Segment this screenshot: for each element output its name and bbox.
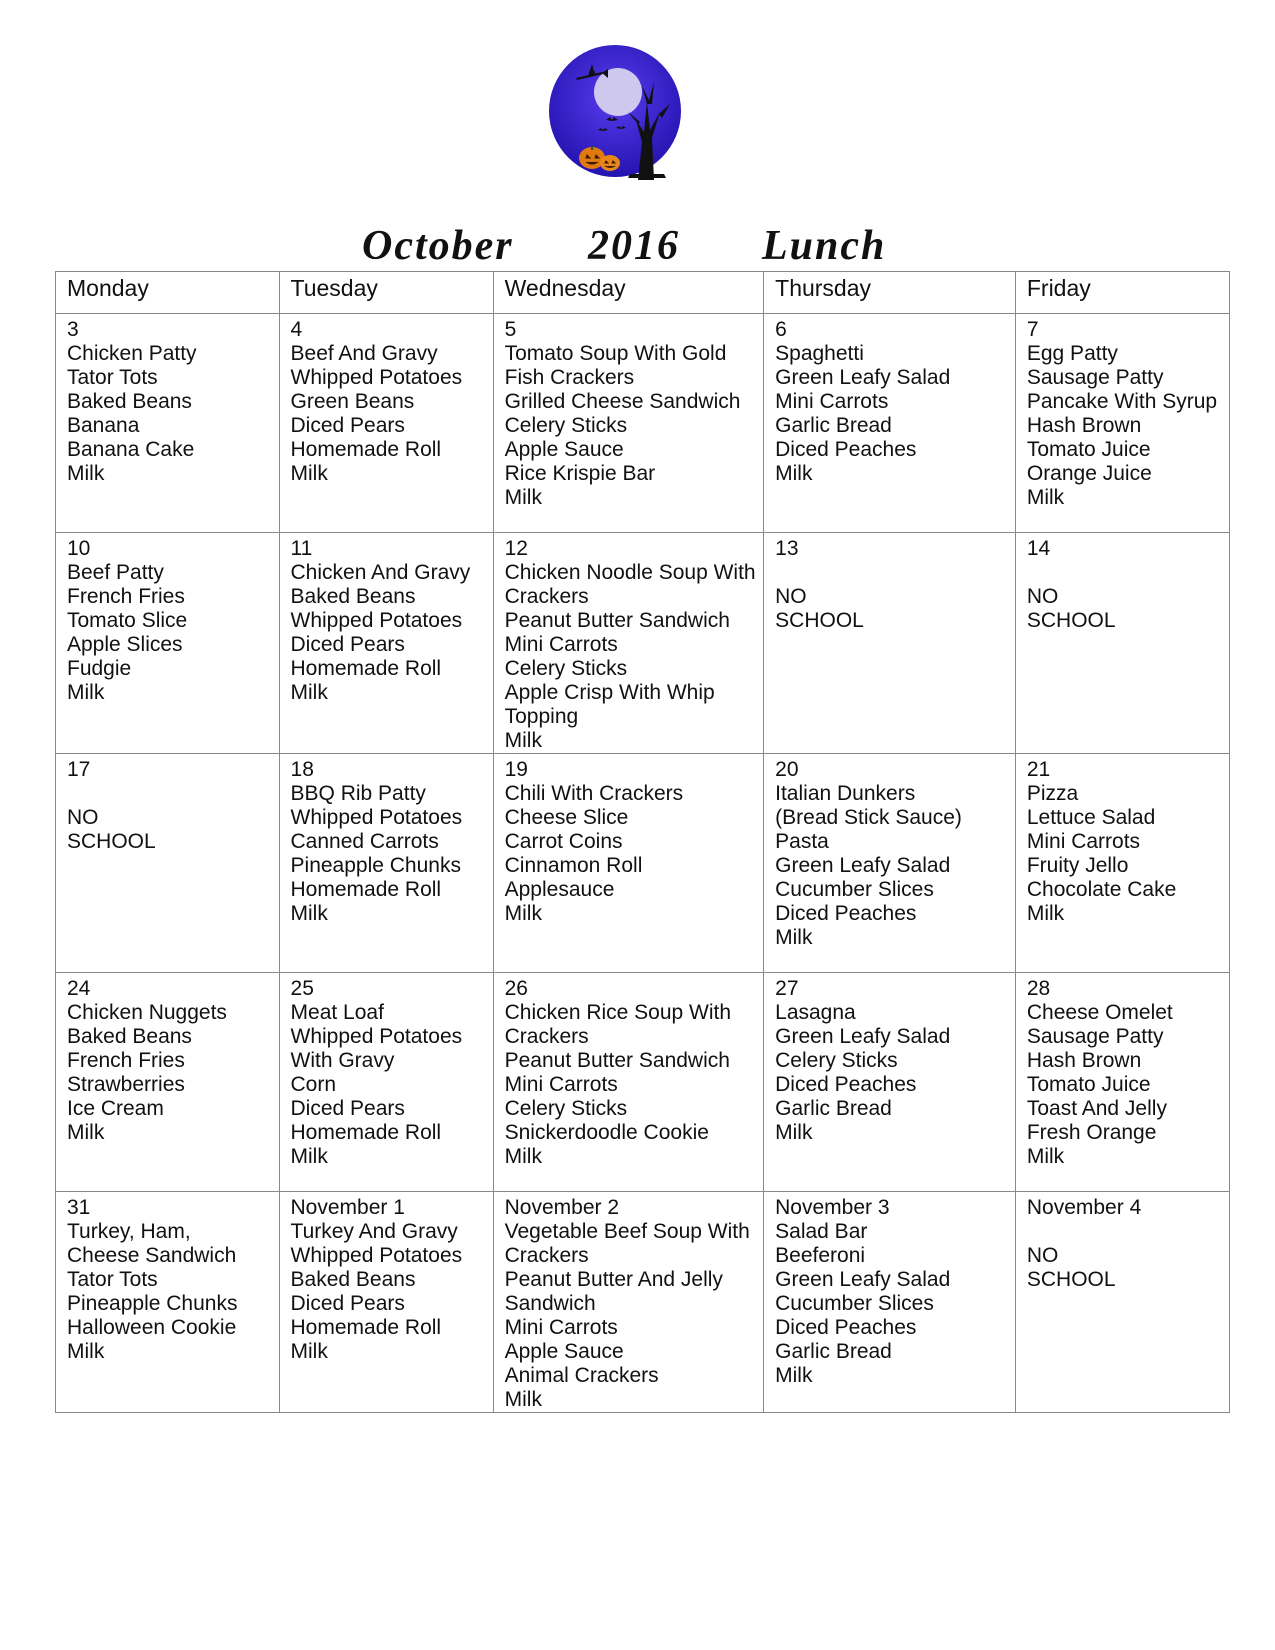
menu-item: Green Leafy Salad [775,366,951,389]
menu-item: Whipped Potatoes [290,366,463,389]
menu-item: Homemade Roll [290,1121,442,1144]
menu-item: Mini Carrots [775,390,889,413]
day-cell [56,533,280,754]
menu-item: Garlic Bread [775,1340,892,1363]
menu-item: Milk [290,1340,328,1363]
day-header-tuesday: Tuesday [279,272,493,314]
halloween-moon-logo [546,42,684,180]
day-cell [764,973,1016,1192]
menu-item: Chicken Patty [67,342,197,365]
menu-item: Garlic Bread [775,1097,892,1120]
menu-item: Diced Pears [290,633,405,656]
day-cell [1015,314,1229,533]
menu-item: Snickerdoodle Cookie [504,1121,709,1144]
menu-item: Corn [290,1073,337,1096]
menu-item: Strawberries [67,1073,185,1096]
menu-item: Lasagna [775,1001,856,1024]
menu-item: Fruity Jello [1026,854,1129,877]
menu-item: Homemade Roll [290,1316,442,1339]
moon-icon [594,68,642,116]
menu-item: Tomato Soup With Gold [504,342,727,365]
menu-item: Pizza [1026,782,1079,805]
day-cell [56,1192,280,1413]
menu-item: Celery Sticks [504,414,628,437]
menu-item: Topping [504,705,579,728]
day-date: 28 [1026,977,1051,1000]
menu-item: Tomato Juice [1026,438,1151,461]
no-school-notice: SCHOOL [1026,1268,1116,1291]
menu-item: Milk [775,1364,813,1387]
day-cell [56,314,280,533]
menu-item: Tator Tots [67,366,158,389]
day-date: November 2 [504,1196,620,1219]
day-date: 12 [504,537,528,560]
menu-item: Fish Crackers [504,366,635,389]
menu-item: Ice Cream [67,1097,164,1120]
menu-item: Diced Pears [290,1097,405,1120]
day-date: 6 [775,318,787,341]
day-cell [493,314,764,533]
day-date: 13 [775,537,799,560]
day-date: 19 [504,758,528,781]
menu-item: (Bread Stick Sauce) [775,806,962,829]
menu-item: Diced Peaches [775,1073,917,1096]
day-date: 27 [775,977,799,1000]
day-date: 25 [290,977,314,1000]
menu-item: Chicken Noodle Soup With [504,561,756,584]
menu-item: Pancake With Syrup [1026,390,1218,413]
menu-item: Cheese Slice [504,806,629,829]
week-row [56,973,1230,1192]
menu-item: Cucumber Slices [775,878,934,901]
menu-item: Chocolate Cake [1026,878,1177,901]
menu-item: Banana [67,414,140,437]
menu-item: Baked Beans [290,585,416,608]
no-school-notice: NO [775,585,807,608]
menu-item: Hash Brown [1026,414,1142,437]
menu-item: Milk [290,462,328,485]
day-date: 17 [67,758,91,781]
menu-item: Milk [290,902,328,925]
menu-item: Green Beans [290,390,415,413]
menu-item: Milk [504,729,542,752]
menu-item: French Fries [67,1049,185,1072]
menu-item: Carrot Coins [504,830,623,853]
menu-item: Animal Crackers [504,1364,659,1387]
menu-item: Lettuce Salad [1026,806,1156,829]
day-cell [764,314,1016,533]
menu-item: Whipped Potatoes [290,609,463,632]
menu-item: Celery Sticks [775,1049,898,1072]
no-school-notice: NO [1026,1244,1059,1267]
menu-item: Milk [775,1121,813,1144]
menu-item: Whipped Potatoes [290,1244,463,1267]
day-cell [1015,973,1229,1192]
menu-item: Apple Crisp With Whip [504,681,715,704]
day-cell [493,533,764,754]
day-date: 31 [67,1196,91,1219]
day-date: 4 [290,318,303,341]
menu-item: Orange Juice [1026,462,1152,485]
menu-item: Toast And Jelly [1026,1097,1167,1120]
menu-item: Cinnamon Roll [504,854,643,877]
menu-item: Tomato Juice [1026,1073,1151,1096]
menu-item: Homemade Roll [290,657,442,680]
day-cell [56,754,280,973]
menu-item: Pineapple Chunks [67,1292,238,1315]
day-header-monday: Monday [56,272,280,314]
menu-item: Pasta [775,830,829,853]
lunch-calendar [55,271,1230,1413]
menu-item: Milk [290,681,328,704]
menu-item: Diced Peaches [775,438,917,461]
menu-item: Baked Beans [67,1025,192,1048]
week-row [56,1192,1230,1413]
menu-item: Italian Dunkers [775,782,916,805]
day-date: 24 [67,977,91,1000]
day-date: 7 [1026,318,1039,341]
menu-item: Milk [290,1145,328,1168]
day-header-wednesday: Wednesday [493,272,764,314]
day-date: November 4 [1026,1196,1142,1219]
week-row [56,754,1230,973]
menu-item: Milk [67,681,105,704]
day-cell [764,1192,1016,1413]
menu-item: Chicken Rice Soup With [504,1001,732,1024]
menu-item: BBQ Rib Patty [290,782,426,805]
menu-item: Fudgie [67,657,132,680]
menu-item: Diced Peaches [775,1316,917,1339]
day-date: 21 [1026,758,1051,781]
menu-item: Crackers [504,1025,589,1048]
day-date: 14 [1026,537,1051,560]
day-cell [493,973,764,1192]
no-school-notice: SCHOOL [775,609,864,632]
no-school-notice: SCHOOL [1026,609,1116,632]
no-school-notice: SCHOOL [67,830,156,853]
title-meal-type: Lunch [762,223,887,269]
menu-item: With Gravy [290,1049,395,1072]
menu-item: Egg Patty [1026,342,1118,365]
day-header-friday: Friday [1015,272,1229,314]
menu-item: Grilled Cheese Sandwich [504,390,741,413]
week-row [56,314,1230,533]
menu-item: Baked Beans [290,1268,416,1291]
day-date: November 3 [775,1196,890,1219]
menu-item: Whipped Potatoes [290,1025,463,1048]
menu-item: Beef And Gravy [290,342,438,365]
menu-item: Milk [67,462,105,485]
menu-item: Diced Peaches [775,902,917,925]
menu-item: Apple Sauce [504,438,624,461]
no-school-notice: NO [67,806,99,829]
menu-item: Banana Cake [67,438,195,461]
menu-item: Chili With Crackers [504,782,684,805]
menu-item: Beeferoni [775,1244,866,1267]
menu-item: Tomato Slice [67,609,188,632]
day-cell [1015,1192,1229,1413]
menu-item: Chicken And Gravy [290,561,471,584]
menu-item: Crackers [504,585,589,608]
menu-item: Mini Carrots [504,1316,618,1339]
no-school-notice: NO [1026,585,1059,608]
menu-item: Beef Patty [67,561,164,584]
day-cell [493,754,764,973]
day-cell [279,314,493,533]
menu-item: French Fries [67,585,185,608]
menu-item: Milk [67,1340,105,1363]
menu-item: Cucumber Slices [775,1292,934,1315]
day-cell [279,973,493,1192]
menu-item: Milk [504,1145,542,1168]
menu-item: Rice Krispie Bar [504,462,656,485]
menu-item: Milk [1026,1145,1065,1168]
menu-item: Canned Carrots [290,830,439,853]
day-header-thursday: Thursday [764,272,1016,314]
day-date: 11 [290,537,313,560]
menu-item: Sausage Patty [1026,1025,1164,1048]
menu-item: Baked Beans [67,390,192,413]
day-cell [279,754,493,973]
day-cell [493,1192,764,1413]
menu-item: Mini Carrots [504,633,618,656]
menu-item: Green Leafy Salad [775,1268,951,1291]
menu-item: Mini Carrots [1026,830,1141,853]
menu-item: Sausage Patty [1026,366,1164,389]
menu-item: Vegetable Beef Soup With [504,1220,750,1243]
day-date: November 1 [290,1196,405,1219]
menu-item: Diced Pears [290,414,405,437]
menu-item: Peanut Butter Sandwich [504,609,730,632]
menu-item: Salad Bar [775,1220,868,1243]
day-date: 26 [504,977,528,1000]
day-cell [764,533,1016,754]
title-month: October [362,223,514,269]
menu-item: Crackers [504,1244,589,1267]
menu-item: Milk [1026,902,1065,925]
menu-item: Celery Sticks [504,1097,628,1120]
menu-item: Milk [67,1121,105,1144]
menu-item: Homemade Roll [290,438,442,461]
menu-item: Turkey And Gravy [290,1220,458,1243]
day-cell [279,533,493,754]
menu-item: Green Leafy Salad [775,1025,951,1048]
day-cell [56,973,280,1192]
week-row [56,533,1230,754]
menu-item: Hash Brown [1026,1049,1142,1072]
day-date: 20 [775,758,799,781]
menu-item: Apple Sauce [504,1340,624,1363]
menu-item: Celery Sticks [504,657,628,680]
menu-item: Green Leafy Salad [775,854,951,877]
day-cell [1015,533,1229,754]
day-cell [764,754,1016,973]
menu-item: Milk [1026,486,1065,509]
menu-item: Milk [504,1388,542,1411]
menu-item: Apple Slices [67,633,183,656]
menu-item: Tator Tots [67,1268,158,1291]
menu-item: Spaghetti [775,342,864,365]
title-year: 2016 [588,223,680,269]
menu-item: Cheese Omelet [1026,1001,1173,1024]
day-date: 10 [67,537,91,560]
menu-item: Mini Carrots [504,1073,618,1096]
menu-item: Chicken Nuggets [67,1001,227,1024]
menu-item: Milk [775,462,813,485]
day-date: 5 [504,318,517,341]
menu-item: Homemade Roll [290,878,442,901]
menu-item: Applesauce [504,878,615,901]
menu-item: Peanut Butter And Jelly [504,1268,723,1291]
day-cell [279,1192,493,1413]
menu-item: Garlic Bread [775,414,892,437]
day-date: 18 [290,758,314,781]
menu-item: Sandwich [504,1292,596,1315]
menu-item: Cheese Sandwich [67,1244,237,1267]
menu-item: Peanut Butter Sandwich [504,1049,730,1072]
menu-item: Diced Pears [290,1292,405,1315]
menu-item: Whipped Potatoes [290,806,463,829]
day-date: 3 [67,318,79,341]
menu-item: Meat Loaf [290,1001,384,1024]
weekday-header-row [56,272,1230,314]
menu-item: Milk [504,902,542,925]
menu-item: Pineapple Chunks [290,854,461,877]
menu-item: Turkey, Ham, [67,1220,191,1243]
menu-item: Fresh Orange [1026,1121,1157,1144]
day-cell [1015,754,1229,973]
menu-item: Milk [504,486,542,509]
menu-item: Halloween Cookie [67,1316,237,1339]
menu-item: Milk [775,926,813,949]
